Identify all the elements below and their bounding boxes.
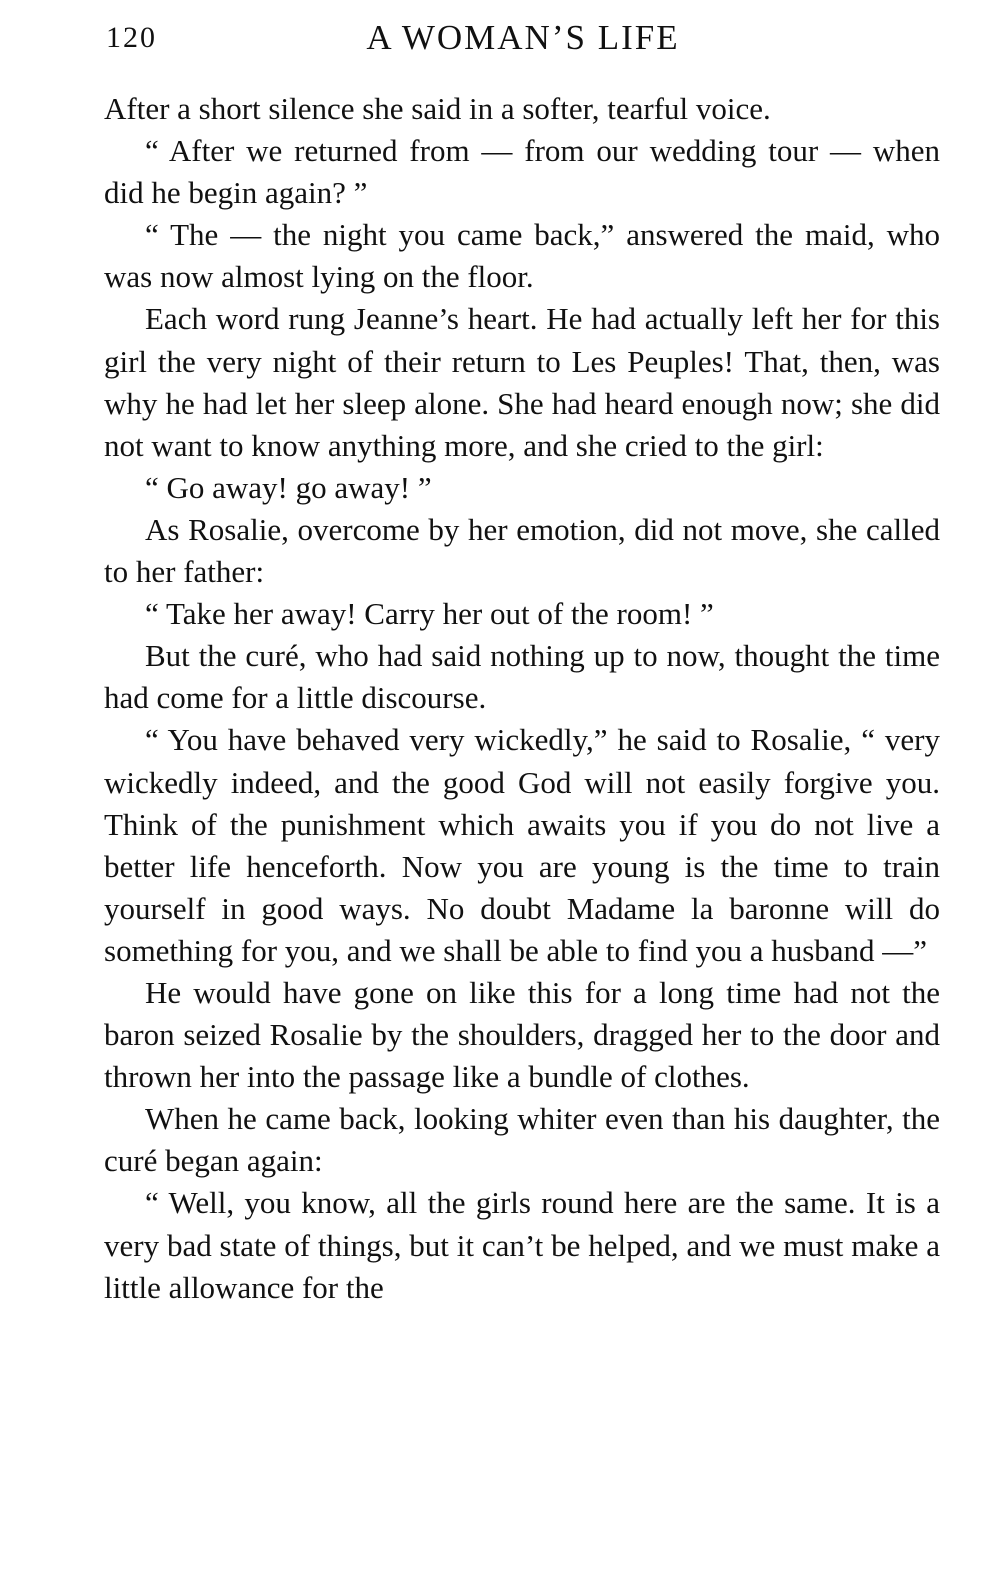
paragraph: “ Take her away! Carry her out of the room! ”	[145, 596, 714, 632]
paragraph: When he came back, looking whiter even than his daughter, the curé began again:	[104, 1101, 940, 1179]
paragraph: “ You have behaved very wickedly,” he said to Rosalie, “ very wickedly indeed, and the good God will not easily forgive you. Think of the punishment which awaits you if you do not live a better life henceforth. Now you are young is the time to train yourself in good ways. No doubt Madame la baronne will do something for you, and we shall be able to find you a husband —”	[104, 722, 940, 968]
book-title: A WOMAN’S LIFE	[366, 18, 680, 57]
paragraph: “ Go away! go away! ”	[145, 469, 432, 505]
paragraph: “ The — the night you came back,” answered the maid, who was now almost lying on the floor.	[104, 217, 940, 295]
paragraph: “ Well, you know, all the girls round here are the same. It is a very bad state of things, but it can’t be helped, and we must make a little allowance for the	[104, 1185, 940, 1305]
paragraph: “ After we returned from — from our wedding tour — when did he begin again? ”	[104, 133, 940, 211]
page-number: 120	[106, 21, 157, 54]
body-text	[104, 88, 940, 1309]
paragraph: As Rosalie, overcome by her emotion, did not move, she called to her father:	[104, 511, 940, 590]
paragraph: He would have gone on like this for a long time had not the baron seized Rosalie by the shoulders, dragged her to the door and thrown her into the passage like a bundle of clothes.	[104, 974, 940, 1095]
paragraph: But the curé, who had said nothing up to now, thought the time had come for a little discourse.	[104, 638, 940, 716]
paragraph: After a short silence she said in a softer, tearful voice.	[104, 91, 771, 126]
running-head	[106, 14, 940, 62]
paragraph: Each word rung Jeanne’s heart. He had actually left her for this girl the very night of their return to Les Peuples! That, then, was why he had let her sleep alone. She had heard enough now; she did not want to know anything more, and she cried to the girl:	[104, 301, 940, 463]
